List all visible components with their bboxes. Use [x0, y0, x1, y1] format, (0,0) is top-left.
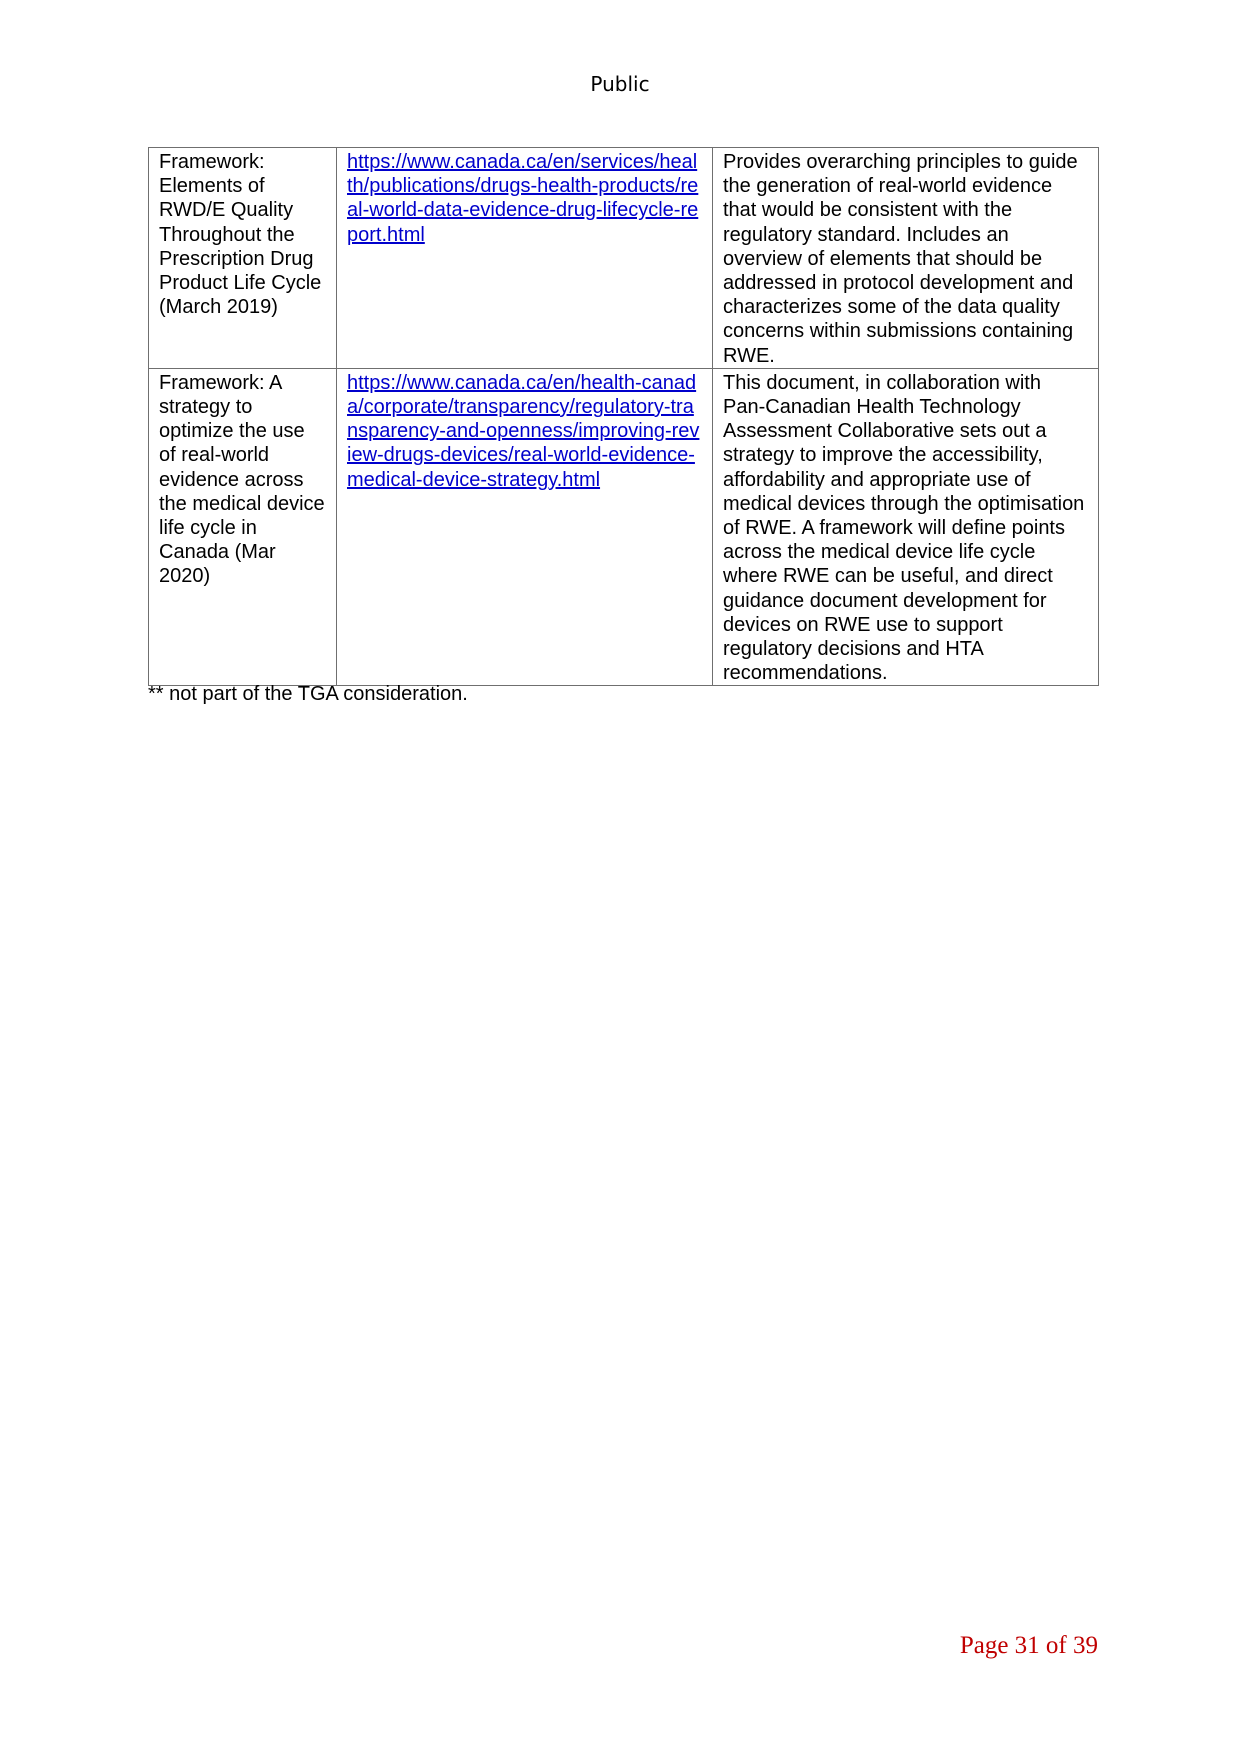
framework-title-cell: Framework: Elements of RWD/E Quality Throughout the Prescription Drug Product Life Cycle (March 2019) — [149, 148, 337, 369]
table-row — [149, 368, 1099, 686]
framework-link[interactable]: https://www.canada.ca/en/health-canada/corporate/transparency/regulatory-transparency-and-openness/improving-review-drugs-devices/real-world-evidence-medical-device-strategy.html — [347, 371, 700, 491]
framework-link[interactable]: https://www.canada.ca/en/services/health/publications/drugs-health-products/real-world-data-evidence-drug-lifecycle-report.html — [347, 151, 699, 246]
reference-table — [148, 147, 1099, 686]
table-row — [149, 148, 1099, 369]
table-footnote: ** not part of the TGA consideration. — [148, 683, 468, 705]
page-number: Page 31 of 39 — [959, 1632, 1098, 1659]
page-header-classification: Public — [590, 72, 650, 96]
framework-description-cell: This document, in collaboration with Pan-Canadian Health Technology Assessment Collaborative sets out a strategy to improve the accessibility, affordability and appropriate use of medical devices through the optimisation of RWE. A framework will define points across the medical device life cycle where RWE can be useful, and direct guidance document development for devices on RWE use to support regulatory decisions and HTA recommendations. — [713, 368, 1099, 686]
framework-url-cell — [337, 148, 713, 369]
framework-title-cell: Framework: A strategy to optimize the use of real-world evidence across the medical device life cycle in Canada (Mar 2020) — [149, 368, 337, 686]
framework-url-cell — [337, 368, 713, 686]
framework-description-cell: Provides overarching principles to guide the generation of real-world evidence that would be consistent with the regulatory standard. Includes an overview of elements that should be addressed in protocol development and characterizes some of the data quality concerns within submissions containing RWE. — [713, 148, 1099, 369]
